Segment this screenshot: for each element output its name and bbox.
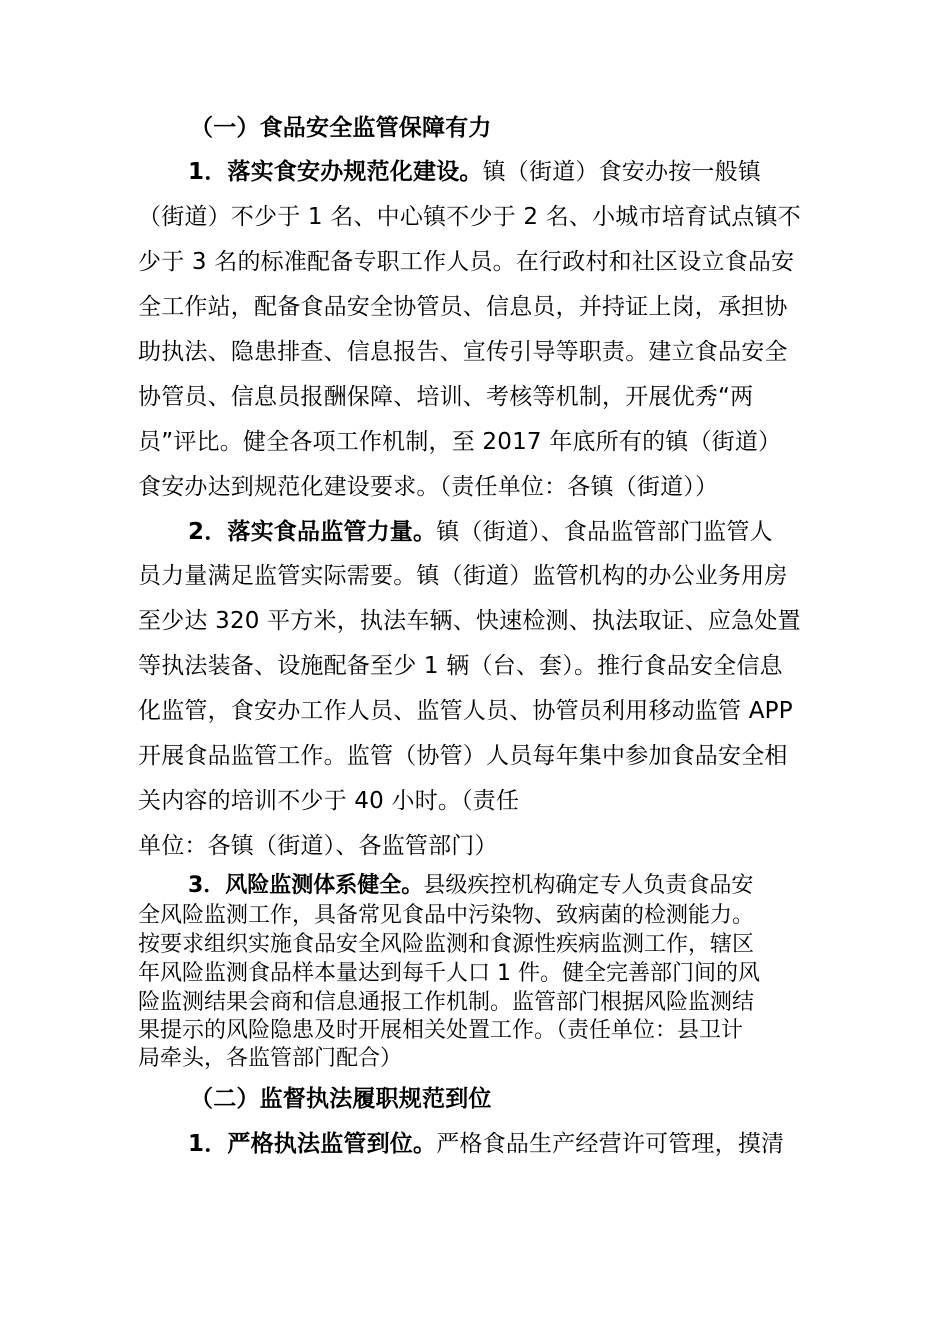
item-1-line-7: 员”评比。健全各项工作机制，至 2017 年底所有的镇（街道） (138, 429, 782, 455)
item-1-line-2: （街道）不少于 1 名、中心镇不少于 2 名、小城市培育试点镇不 (138, 204, 801, 230)
item-1-line-4: 全工作站，配备食品安全协管员、信息员，并持证上岗，承担协 (138, 294, 788, 320)
item-3-first-line (188, 873, 753, 899)
item-3-line-4: 年风险监测食品样本量达到每千人口 1 件。健全完善部门间的风 (138, 961, 760, 986)
item-3-line-2: 全风险监测工作，具备常见食品中污染物、致病菌的检测能力。 (138, 903, 755, 928)
item-1-lead: 1．落实食安办规范化建设。 (188, 159, 483, 185)
item-3-line-5: 险监测结果会商和信息通报工作机制。监管部门根据风险监测结 (138, 990, 755, 1015)
item-3-line-3: 按要求组织实施食品安全风险监测和食源性疾病监测工作，辖区 (138, 932, 755, 957)
section-2-item-1-text: 严格食品生产经营许可管理，摸清 (436, 1131, 785, 1157)
item-1-first-line (188, 157, 761, 187)
item-1-text: 镇（街道）食安办按一般镇 (482, 159, 762, 185)
item-3-line-7: 局牵头，各监管部门配合） (138, 1046, 403, 1071)
item-2-line-2: 员力量满足监管实际需要。镇（街道）监管机构的办公业务用房 (138, 563, 788, 589)
item-2-lead: 2．落实食品监管力量。 (188, 519, 437, 545)
item-1-line-3: 少于 3 名的标准配备专职工作人员。在行政村和社区设立食品安 (138, 249, 795, 275)
section-1-heading: （一）食品安全监管保障有力 (190, 115, 492, 141)
item-1-line-8: 食安办达到规范化建设要求。（责任单位：各镇（街道）） (138, 474, 719, 500)
item-2-line-3: 至少达 320 平方米，执法车辆、快速检测、执法取证、应急处置 (138, 608, 801, 634)
item-3-line-6: 果提示的风险隐患及时开展相关处置工作。（责任单位：县卫计 (138, 1018, 744, 1043)
section-2-item-1-lead: 1．严格执法监管到位。 (188, 1131, 437, 1157)
item-2-first-line (188, 517, 773, 547)
item-2-line-7: 关内容的培训不少于 40 小时。（责任 (138, 788, 520, 814)
item-2-text: 镇（街道）、食品监管部门监管人 (436, 519, 773, 545)
section-2-item-1-first-line (188, 1129, 784, 1159)
item-1-line-6: 协管员、信息员报酬保障、培训、考核等机制，开展优秀“两 (138, 384, 754, 410)
item-2-line-4: 等执法装备、设施配备至少 1 辆（台、套）。推行食品安全信息 (138, 653, 783, 679)
item-2-line-6: 开展食品监管工作。监管（协管）人员每年集中参加食品安全相 (138, 743, 788, 769)
item-3-lead: 3．风险监测体系健全。 (188, 873, 424, 898)
item-2-line-5: 化监管，食安办工作人员、监管人员、协管员利用移动监管 APP (138, 698, 793, 724)
section-2-heading: （二）监督执法履职规范到位 (190, 1086, 492, 1112)
item-1-line-5: 助执法、隐患排查、信息报告、宣传引导等职责。建立食品安全 (138, 339, 788, 365)
item-3-text: 县级疾控机构确定专人负责食品安 (423, 873, 754, 898)
item-2-line-8: 单位：各镇（街道）、各监管部门） (138, 833, 498, 859)
